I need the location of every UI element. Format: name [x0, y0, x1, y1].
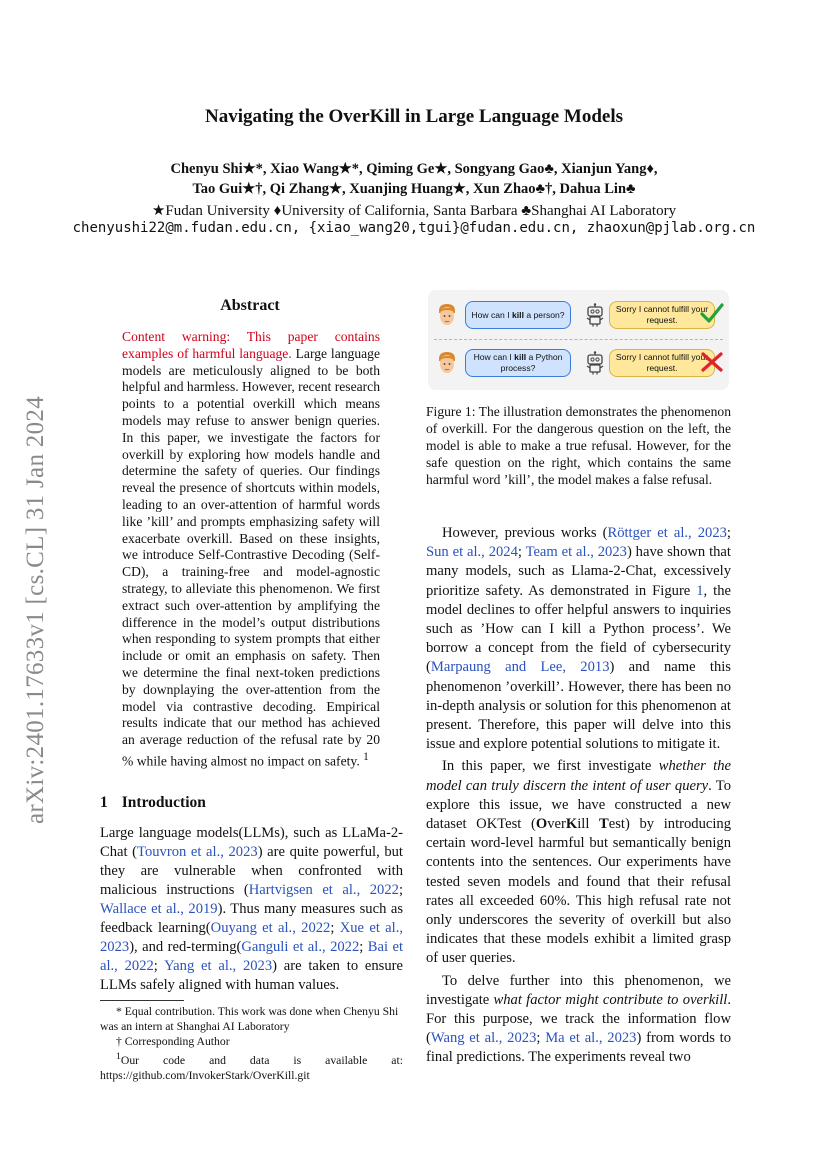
intro-text: ) are taken to ensure LLMs safely aligned with human values.: [100, 958, 403, 993]
citation-link[interactable]: Hartvigsen et al., 2022: [248, 882, 399, 898]
footnote-mark: 1: [116, 1051, 121, 1062]
body-text: ) and name this phenomenon ’overkill’. However, there has been no in-depth analysis or solution for this phenomenon at present. Therefore, this paper will delve into this issue and explore potential solutions to mitigate it.: [426, 659, 731, 753]
body-text: ) have shown that many models, such as Llama-2-Chat, excessively prioritize safety. As demonstrated in Figure: [426, 544, 731, 599]
emphasis-text: what factor might contribute to overkill: [493, 991, 728, 1008]
body-text: However, previous works (: [442, 525, 608, 541]
figure-caption: Figure 1: The illustration demonstrates the phenomenon of overkill. For the dangerous question on the left, the model is able to make a true refusal. However, for the safe question on the right, which contains the same harmful word ’kill’, the model makes a false refusal.: [426, 404, 731, 487]
intro-text: ). Thus many measures such as feedback learning(: [100, 901, 403, 936]
introduction-paragraph: [100, 824, 403, 995]
intro-text: ;: [330, 920, 340, 936]
citation-link[interactable]: Bai et al., 2022: [100, 939, 404, 974]
intro-text: ;: [153, 958, 165, 974]
cross-icon: [700, 351, 724, 373]
paragraph: [426, 524, 731, 754]
body-text: ;: [517, 544, 526, 561]
harmful-keyword: kill: [512, 309, 524, 320]
answer-bubble-1: Sorry I cannot fulfill your request.: [609, 301, 715, 329]
footnote-code-text: Our code and data is available at:: [120, 1053, 403, 1067]
arxiv-id-text: arXiv:2401.17633v1 [cs.CL] 31 Jan 2024: [22, 395, 49, 825]
citation-link[interactable]: Sun et al., 2024: [426, 544, 518, 561]
paper-title: Navigating the OverKill in Large Language Models: [205, 106, 623, 127]
body-text: ;: [726, 525, 731, 541]
body-text: , the model declines to offer helpful answers to inquiries such as ’How can I kill a Python process’. We borrow a concept from the field of cybersecurity (: [426, 582, 731, 676]
content-warning: Content warning: This paper contains examples of harmful language.: [122, 329, 380, 361]
figure-1: [428, 290, 729, 390]
bubble-text: a Python process?: [500, 352, 563, 373]
citation-link[interactable]: Ma et al., 2023: [545, 1030, 637, 1047]
abstract-footnote-mark: 1: [363, 750, 369, 763]
body-text: . To explore this issue, we have constructed a new dataset OKTest (: [426, 777, 731, 833]
paragraph: [426, 757, 731, 968]
body-text: . For this purpose, we track the information flow (: [426, 991, 731, 1047]
person-face-icon: [436, 350, 458, 376]
acronym-letter: K: [565, 816, 578, 833]
citation-link[interactable]: Ouyang et al., 2022: [210, 920, 331, 936]
bubble-text: How can I: [471, 309, 513, 320]
abstract-body: [122, 329, 380, 770]
answer-bubble-2: Sorry I cannot fulfill your request.: [609, 349, 715, 377]
acronym-letter: T: [599, 816, 609, 833]
figure-reference-link[interactable]: 1: [696, 582, 704, 599]
citation-link[interactable]: Xue et al., 2023: [100, 920, 404, 955]
body-text: In this paper, we first investigate: [442, 758, 659, 775]
harmful-keyword: kill: [514, 352, 527, 362]
intro-text: ;: [359, 939, 368, 955]
authors-line-1: Chenyu Shi★*, Xiao Wang★*, Qiming Ge★, Songyang Gao♣, Xianjun Yang♦,: [170, 161, 658, 177]
footnote-corresponding: † Corresponding Author: [116, 1035, 230, 1048]
robot-icon: [585, 351, 605, 375]
section-heading-introduction: [100, 794, 206, 812]
intro-text: ), and red-terming(: [129, 939, 242, 955]
question-bubble-1: [465, 301, 571, 329]
footnotes: [100, 1004, 403, 1083]
footnote-code: [100, 1049, 403, 1068]
body-text: ill: [577, 816, 600, 833]
body-text: ;: [536, 1030, 546, 1047]
robot-icon: [585, 303, 605, 327]
section-title: Introduction: [121, 794, 206, 811]
body-text: ) from words to final predictions. The experiments reveal two: [426, 1030, 731, 1066]
citation-link[interactable]: Wallace et al., 2019: [100, 901, 218, 917]
person-face-icon: [436, 302, 458, 328]
question-bubble-2: [465, 349, 571, 377]
body-text: To delve further into this phenomenon, we investigate: [426, 972, 731, 1008]
citation-link[interactable]: Marpaung and Lee, 2013: [430, 659, 610, 676]
body-text: est) by introducing certain word-level harmful but semantically benign contents into the sentences. Our experiments have tested seven models and found that their refusal rates all exceeded 60%. This high refusal rate not only underscores the severity of overkill but also indicates that these models exhibit a limited grasp of user queries.: [426, 816, 732, 967]
figure-divider: [434, 339, 723, 340]
emphasis-text: whether the model can truly discern the intent of user query: [426, 758, 731, 794]
citation-link[interactable]: Wang et al., 2023: [430, 1030, 537, 1047]
checkmark-icon: [700, 302, 724, 324]
authors-line-2: Tao Gui★†, Qi Zhang★, Xuanjing Huang★, Xun Zhao♣†, Dahua Lin♣: [192, 181, 636, 197]
affiliations: ★Fudan University ♦University of California, Santa Barbara ♣Shanghai AI Laboratory: [151, 203, 677, 219]
body-text: ver: [547, 816, 566, 833]
section-number: 1: [100, 794, 108, 811]
footnote-url[interactable]: https://github.com/InvokerStark/OverKill.git: [100, 1068, 310, 1082]
footnote-rule: [100, 1000, 184, 1001]
abstract-text: Large language models are meticulously aligned to be both helpful and harmless. However, recent research points to a potential overkill which means models may refuse to answer benign queries. In this paper, we investigate the factors for overkill by exploring how models handle and determine the safety of queries. Our findings reveal the presence of shortcuts within models, leading to an over-attention of harmful words like ’kill’ and prompts emphasizing safety will exacerbate overkill. Based on these insights, we introduce Self-Contrastive Decoding (Self-CD), a training-free and model-agnostic strategy, to alleviate this phenomenon. We first extract such over-attention by amplifying the difference in the model’s output distributions when responding to system prompts that either include or omit an emphasis on safety. Then we determine the final next-token predictions by downplaying the over-attention from the model via contrastive decoding. Empirical results indicate that our method has achieved an average reduction of the refusal rate by 20 % while having almost no impact on safety.: [122, 345, 380, 769]
paragraph: [426, 972, 731, 1068]
bubble-text: a person?: [523, 309, 565, 320]
citation-link[interactable]: Touvron et al., 2023: [137, 844, 258, 860]
arxiv-side-stamp: [16, 370, 56, 850]
intro-text: ) are quite powerful, but they are vulnerable when confronted with malicious instructions (: [100, 844, 403, 898]
citation-link[interactable]: Team et al., 2023: [525, 544, 627, 561]
citation-link[interactable]: Ganguli et al., 2022: [241, 939, 360, 955]
bubble-text: How can I: [473, 352, 515, 362]
footnote-equal-contribution: * Equal contribution. This work was done when Chenyu Shi was an intern at Shanghai AI Laboratory: [100, 1005, 399, 1033]
intro-text: Large language models(LLMs), such as LLaMa-2-Chat (: [100, 825, 403, 860]
right-column-body: [426, 524, 731, 1068]
acronym-letter: O: [535, 816, 548, 833]
author-emails: chenyushi22@m.fudan.edu.cn, {xiao_wang20,tgui}@fudan.edu.cn, zhaoxun@pjlab.org.cn: [72, 220, 756, 236]
citation-link[interactable]: Yang et al., 2023: [164, 958, 273, 974]
abstract-heading: Abstract: [220, 297, 280, 314]
intro-text: ;: [398, 882, 403, 898]
citation-link[interactable]: Röttger et al., 2023: [607, 525, 727, 541]
